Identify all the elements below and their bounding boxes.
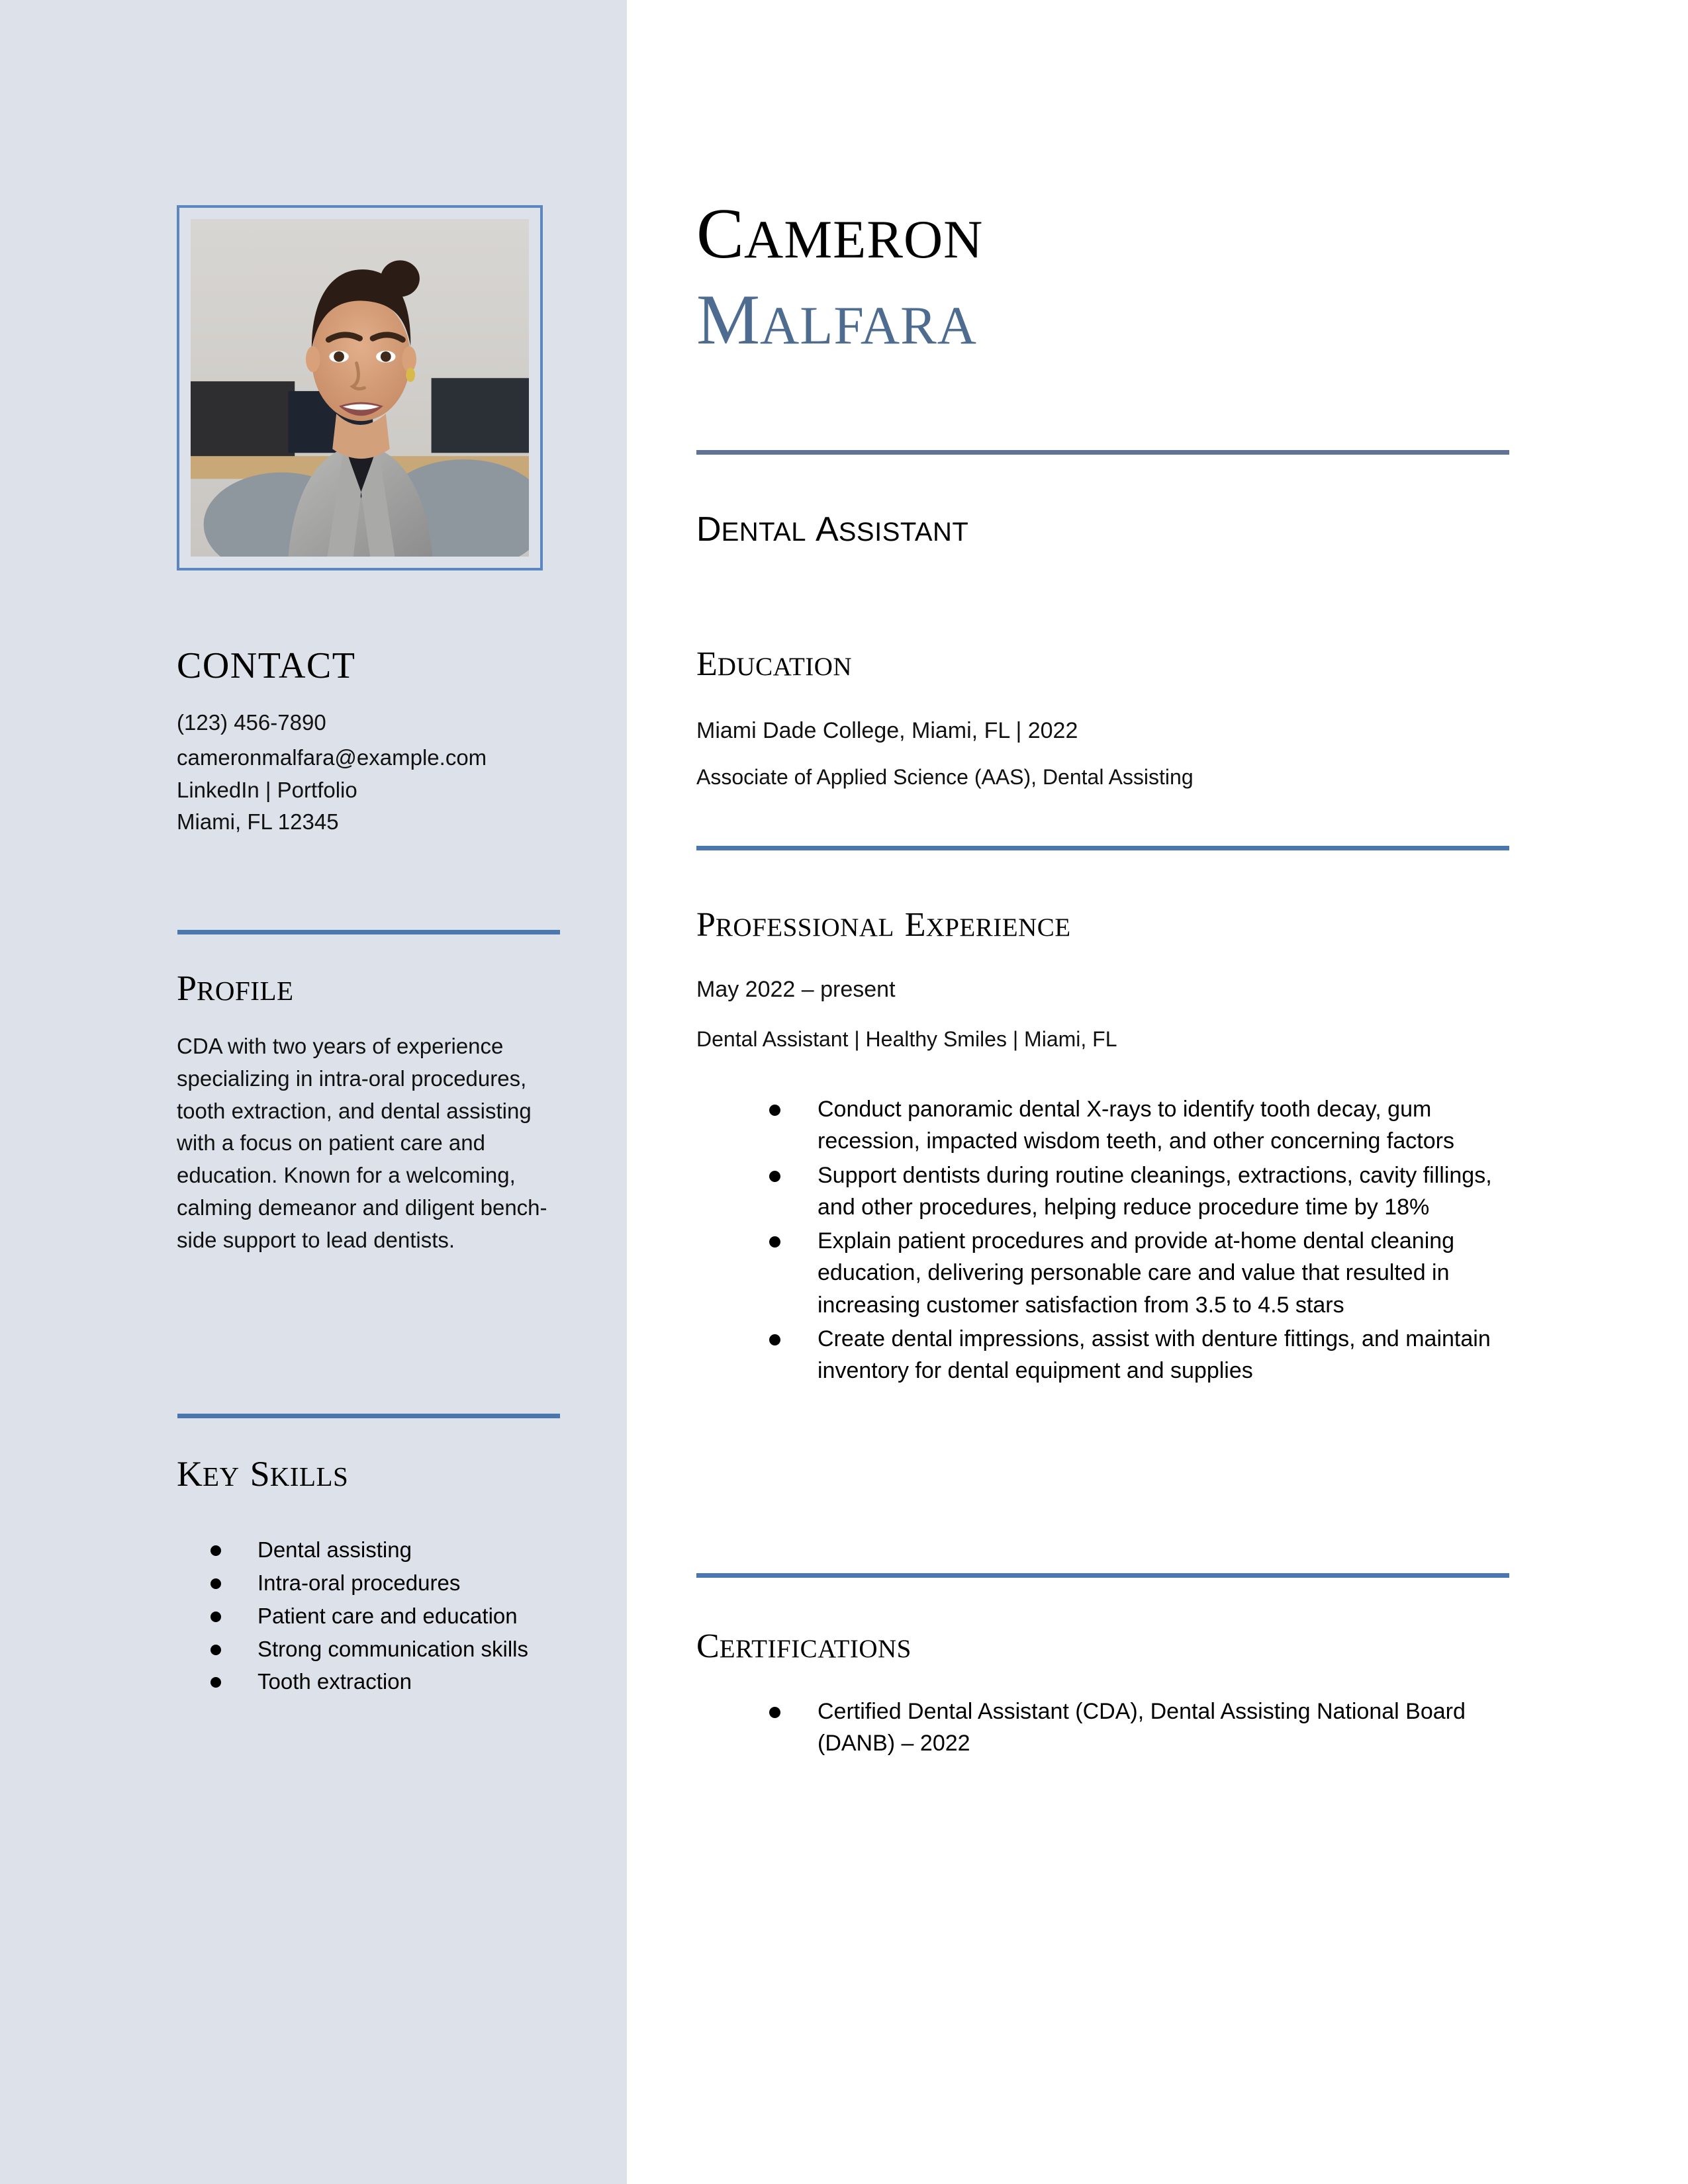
- list-item: [769, 1160, 1509, 1224]
- key-skills-heading: [177, 1456, 559, 1492]
- profile-section-heading: [177, 970, 559, 1006]
- key-skills-heading-ey: EY: [203, 1461, 240, 1492]
- header-divider: [696, 450, 1509, 455]
- experience-heading-rofessional: ROFESSIONAL: [715, 913, 894, 942]
- bullet-dot-icon: [211, 1612, 221, 1622]
- education-heading: [696, 647, 852, 682]
- education-degree: Associate of Applied Science (AAS), Dental Assisting: [696, 765, 1194, 789]
- last-name: [696, 281, 983, 359]
- experience-bullet: Explain patient procedures and provide at-home dental cleaning education, delivering personable care and value that resulted in increasing customer satisfaction from 3.5 to 4.5 stars: [818, 1228, 1455, 1318]
- certifications-heading-initial: C: [696, 1627, 720, 1665]
- job-title-initial-a: A: [816, 510, 839, 549]
- key-skill-label: Strong communication skills: [258, 1636, 528, 1661]
- list-item: [211, 1666, 561, 1698]
- list-item: [211, 1567, 561, 1599]
- sidebar-divider-profile: [177, 930, 560, 934]
- key-skills-heading-initial-s: S: [250, 1454, 270, 1494]
- list-item: [769, 1696, 1509, 1760]
- education-heading-rest: DUCATION: [717, 653, 853, 681]
- bullet-dot-icon: [769, 1236, 780, 1248]
- first-name-initial: C: [696, 195, 745, 273]
- job-title-ental: ENTAL: [721, 518, 807, 547]
- contact-phone[interactable]: (123) 456-7890: [177, 710, 326, 735]
- contact-details: [177, 707, 559, 839]
- sidebar: [0, 0, 627, 2184]
- contact-email[interactable]: cameronmalfara@example.com: [177, 745, 487, 770]
- profile-heading-rest: ROFILE: [197, 976, 294, 1006]
- profile-photo: [191, 219, 529, 557]
- experience-heading-initial-e: E: [904, 906, 926, 944]
- key-skills-heading-initial-k: K: [177, 1454, 203, 1494]
- list-item: [211, 1600, 561, 1632]
- experience-bullet: Support dentists during routine cleanings, extractions, cavity fillings, and other procedures, helping reduce procedure time by 18%: [818, 1162, 1492, 1220]
- key-skills-heading-kills: KILLS: [269, 1461, 349, 1492]
- bullet-dot-icon: [211, 1578, 221, 1589]
- certification-label: Certified Dental Assistant (CDA), Dental Assisting National Board (DANB) – 2022: [818, 1699, 1466, 1756]
- list-item: [769, 1093, 1509, 1158]
- bullet-dot-icon: [769, 1171, 780, 1182]
- first-name-rest: AMERON: [744, 209, 984, 269]
- experience-bullet: Conduct panoramic dental X-rays to identify tooth decay, gum recession, impacted wisdom teeth, and other concerning factors: [818, 1097, 1454, 1154]
- list-item: [211, 1534, 561, 1566]
- certifications-list: [769, 1696, 1509, 1762]
- job-title-ssistant: SSISTANT: [838, 518, 969, 547]
- experience-dates: May 2022 – present: [696, 977, 896, 1002]
- name-block: [696, 195, 984, 359]
- last-name-initial: M: [696, 281, 761, 359]
- bullet-dot-icon: [211, 1677, 221, 1688]
- experience-bullet-list: [769, 1093, 1509, 1388]
- profile-heading-initial: P: [177, 968, 197, 1008]
- experience-role-line: Dental Assistant | Healthy Smiles | Miami, FL: [696, 1027, 1117, 1051]
- last-name-rest: ALFARA: [760, 295, 977, 355]
- experience-heading-initial-p: P: [696, 906, 716, 944]
- experience-heading: [696, 908, 1071, 942]
- experience-divider: [696, 1573, 1509, 1578]
- experience-heading-xperience: XPERIENCE: [925, 913, 1071, 942]
- profile-photo-frame: [177, 205, 543, 570]
- profile-heading: [177, 970, 559, 1006]
- contact-location: Miami, FL 12345: [177, 809, 339, 835]
- contact-heading: CONTACT: [177, 645, 356, 686]
- key-skill-label: Intra-oral procedures: [258, 1570, 461, 1595]
- education-divider: [696, 846, 1509, 850]
- education-heading-initial: E: [696, 645, 718, 683]
- first-name: [696, 195, 984, 273]
- job-title-initial-d: D: [696, 510, 722, 549]
- list-item: [211, 1633, 561, 1665]
- list-item: [769, 1323, 1509, 1387]
- bullet-dot-icon: [211, 1545, 221, 1556]
- experience-bullet: Create dental impressions, assist with denture fittings, and maintain inventory for dental equipment and supplies: [818, 1326, 1491, 1384]
- bullet-dot-icon: [211, 1645, 221, 1655]
- sidebar-divider-skills: [177, 1414, 560, 1418]
- bullet-dot-icon: [769, 1707, 780, 1718]
- key-skills-section-heading: [177, 1456, 559, 1492]
- bullet-dot-icon: [769, 1105, 780, 1116]
- portrait-illustration: [191, 219, 529, 557]
- certifications-heading: [696, 1629, 912, 1664]
- profile-body: CDA with two years of experience specializing in intra-oral procedures, tooth extraction, and dental assisting with a focus on patient care and education. Known for a welcoming, calming demeanor and diligent bench-side support to lead dentists.: [177, 1034, 547, 1252]
- key-skills-list: [211, 1534, 561, 1699]
- key-skill-label: Tooth extraction: [258, 1669, 412, 1694]
- contact-links[interactable]: LinkedIn | Portfolio: [177, 777, 357, 802]
- key-skill-label: Dental assisting: [258, 1537, 412, 1562]
- key-skill-label: Patient care and education: [258, 1603, 518, 1628]
- job-title: [696, 510, 968, 549]
- certifications-heading-rest: ERTIFICATIONS: [719, 1635, 912, 1663]
- list-item: [769, 1225, 1509, 1321]
- education-school: Miami Dade College, Miami, FL | 2022: [696, 718, 1078, 743]
- contact-section: [177, 645, 559, 687]
- bullet-dot-icon: [769, 1334, 780, 1345]
